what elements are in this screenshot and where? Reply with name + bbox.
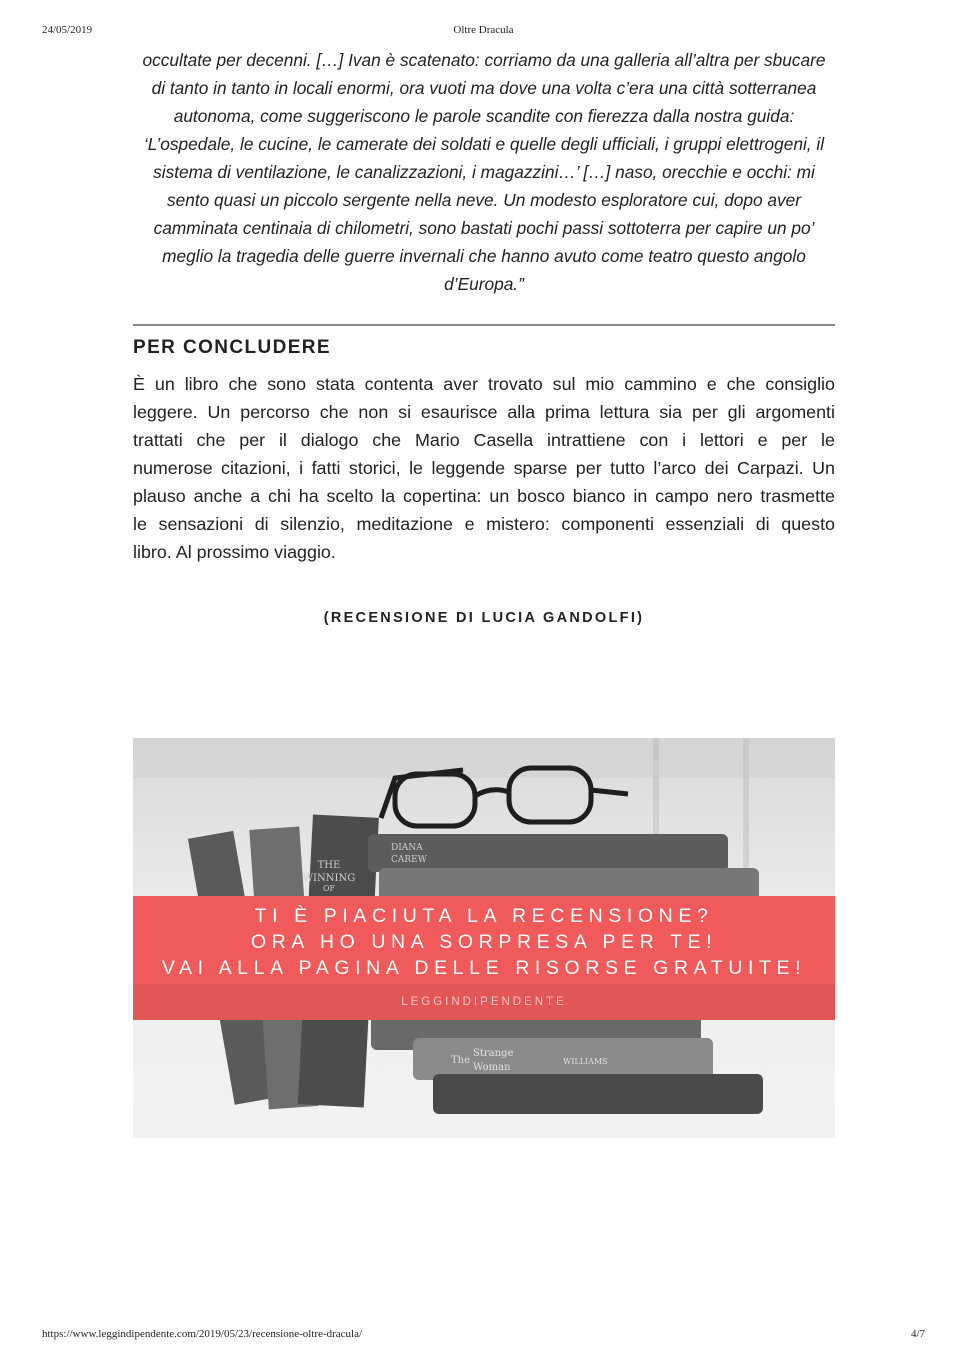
body-line: le sensazioni di silenzio, meditazione e mistero: componenti essenziali di questo — [133, 514, 835, 534]
spine-text: WINNING — [302, 873, 356, 884]
review-credit: (RECENSIONE DI LUCIA GANDOLFI) — [323, 610, 645, 626]
quote-line: di tanto in tanto in locali enormi, ora vuoti ma dove una volta c’era una città sotterranea — [151, 78, 817, 98]
quote-line: sistema di ventilazione, le canalizzazioni, i magazzini…’ […] naso, orecchie e occhi: mi — [153, 162, 815, 182]
body-line: libro. Al prossimo viaggio. — [133, 542, 336, 562]
body-line: È un libro che sono stata contenta aver trovato sul mio cammino e che consiglio — [133, 374, 835, 394]
quote-line: camminata centinaia di chilometri, sono bastati pochi passi sottoterra per capire un po’ — [153, 218, 815, 238]
quote-line: ‘L’ospedale, le cucine, le camerate dei soldati e quelle degli ufficiali, i gruppi elettrogeni, il — [143, 134, 825, 154]
spine-text: Woman — [473, 1062, 511, 1073]
brand-label: LEGGINDIPENDENTE — [133, 984, 835, 1020]
section-heading: PER CONCLUDERE — [133, 337, 332, 358]
spine-text: THE — [317, 860, 341, 871]
spine-text: CAREW — [391, 855, 427, 865]
cta-line: TI È PIACIUTA LA RECENSIONE? — [254, 905, 714, 927]
body-line: numerose citazioni, i fatti storici, le leggende sparse per tutto l’arco dei Carpazi. Un — [133, 458, 835, 478]
body-line: trattati che per il dialogo che Mario Casella intrattiene con i lettori e per le — [133, 430, 835, 450]
spine-text: DIANA — [391, 843, 423, 853]
cta-line: ORA HO UNA SORPRESA PER TE! — [250, 931, 718, 953]
quote-line: sento quasi un piccolo sergente nella neve. Un modesto esploratore cui, dopo aver — [166, 190, 802, 210]
free-resources-banner[interactable] — [133, 738, 835, 1138]
print-title: Oltre Dracula — [453, 24, 514, 36]
section-divider — [133, 324, 835, 326]
spine-text: WILLIAMS — [563, 1057, 608, 1066]
spine-text: The — [451, 1055, 471, 1066]
print-date: 24/05/2019 — [42, 24, 93, 36]
spine-text: Strange — [473, 1048, 514, 1059]
quote-line: d’Europa.” — [444, 274, 524, 294]
page-number: 4/7 — [910, 1328, 925, 1340]
quote-line: occultate per decenni. […] Ivan è scatenato: corriamo da una galleria all’altra per sbucare — [142, 50, 826, 70]
cta-band[interactable] — [133, 896, 835, 984]
italic-quote — [133, 46, 835, 298]
page-url[interactable]: https://www.leggindipendente.com/2019/05/23/recensione-oltre-dracula/ — [42, 1328, 363, 1340]
body-line: plauso anche a chi ha scelto la copertina: un bosco bianco in campo nero trasmette — [133, 486, 835, 506]
section-body — [133, 370, 835, 566]
quote-line: meglio la tragedia delle guerre invernali che hanno avuto come teatro questo angolo — [162, 246, 806, 266]
spine-text: OF — [322, 884, 336, 893]
cta-line: VAI ALLA PAGINA DELLE RISORSE GRATUITE! — [161, 957, 807, 979]
body-line: leggere. Un percorso che non si esaurisce alla prima lettura sia per gli argomenti — [133, 402, 835, 422]
quote-line: autonoma, come suggeriscono le parole scandite con fierezza dalla nostra guida: — [173, 106, 795, 126]
